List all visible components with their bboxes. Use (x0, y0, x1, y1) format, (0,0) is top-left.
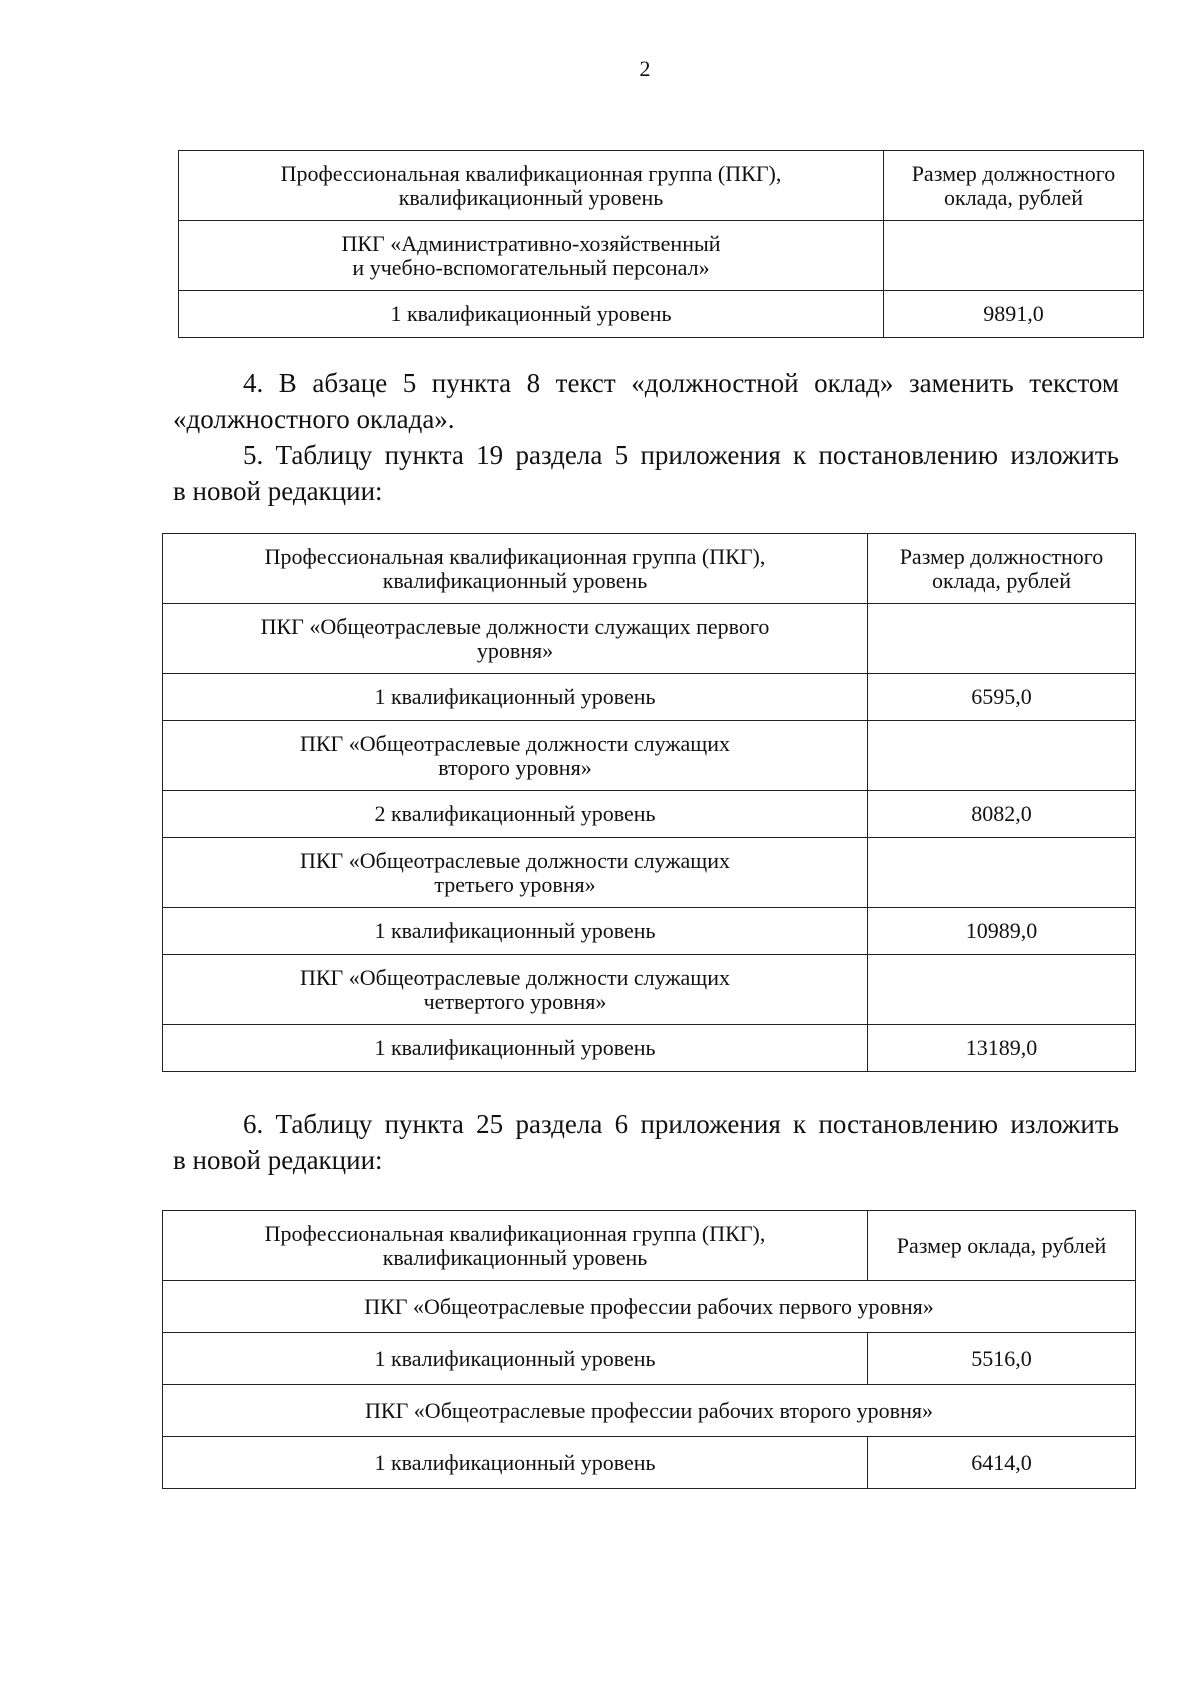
table-header-row (179, 151, 1144, 221)
table-row (163, 1281, 1136, 1333)
group-line: ПКГ «Общеотраслевые должности служащих первого (260, 613, 770, 639)
header-line: Размер должностного (911, 160, 1116, 186)
group-name-cell (163, 955, 868, 1025)
paragraph-line: «должностного оклада». (173, 404, 455, 434)
table-row (163, 674, 1136, 721)
value-cell: 8082,0 (868, 791, 1136, 838)
table-row (163, 1385, 1136, 1437)
paragraph-line (173, 437, 1119, 473)
table-row (163, 721, 1136, 791)
paragraph-6 (173, 1106, 1119, 1178)
value-cell: 6595,0 (868, 674, 1136, 721)
paragraph-text: 6. Таблицу пункта 25 раздела 6 приложения к постановлению изложить (243, 1109, 1119, 1139)
value-cell: 13189,0 (868, 1025, 1136, 1072)
group-line: четвертого уровня» (423, 988, 607, 1014)
header-salary-cell (868, 534, 1136, 604)
level-cell: 1 квалификационный уровень (179, 291, 884, 338)
level-cell: 1 квалификационный уровень (163, 1025, 868, 1072)
group-line: и учебно-вспомогательный персонал» (352, 254, 710, 280)
page-number: 2 (639, 56, 651, 81)
table-row (163, 838, 1136, 908)
level-cell: 1 квалификационный уровень (163, 1437, 868, 1489)
value-cell: 9891,0 (884, 291, 1144, 338)
empty-value-cell (884, 221, 1144, 291)
value-cell: 5516,0 (868, 1333, 1136, 1385)
value-cell: 6414,0 (868, 1437, 1136, 1489)
table-row (163, 791, 1136, 838)
table-row (163, 1025, 1136, 1072)
header-group-cell (163, 534, 868, 604)
table-row (163, 908, 1136, 955)
level-cell: 2 квалификационный уровень (163, 791, 868, 838)
paragraph-text: 4. В абзаце 5 пункта 8 текст «должностной оклад» заменить текстом (243, 368, 1119, 398)
header-line: Профессиональная квалификационная группа (ПКГ), (280, 160, 782, 186)
value-cell: 10989,0 (868, 908, 1136, 955)
group-name-cell (163, 838, 868, 908)
header-salary-cell (884, 151, 1144, 221)
header-line: оклада, рублей (944, 184, 1083, 210)
salary-table-1 (178, 150, 1144, 338)
header-group-cell (163, 1211, 868, 1281)
group-line: ПКГ «Административно-хозяйственный (341, 230, 721, 256)
group-line: ПКГ «Общеотраслевые должности служащих (299, 730, 731, 756)
header-line: квалификационный уровень (398, 184, 664, 210)
salary-table-2 (162, 533, 1136, 1072)
paragraph-text: 5. Таблицу пункта 19 раздела 5 приложения к постановлению изложить (243, 440, 1119, 470)
table-row (179, 221, 1144, 291)
level-cell: 1 квалификационный уровень (163, 908, 868, 955)
empty-value-cell (868, 721, 1136, 791)
table-header-row (163, 1211, 1136, 1281)
group-name-cell (179, 221, 884, 291)
table-row (163, 1437, 1136, 1489)
level-cell: 1 квалификационный уровень (163, 674, 868, 721)
empty-value-cell (868, 604, 1136, 674)
group-name-cell (163, 721, 868, 791)
header-group-cell (179, 151, 884, 221)
paragraph-5 (173, 437, 1119, 509)
table-row (163, 1333, 1136, 1385)
header-salary-cell: Размер оклада, рублей (868, 1211, 1136, 1281)
salary-table-3 (162, 1210, 1136, 1489)
group-name-cell: ПКГ «Общеотраслевые профессии рабочих второго уровня» (163, 1385, 1136, 1437)
header-line: оклада, рублей (932, 567, 1071, 593)
table-row (163, 955, 1136, 1025)
header-line: Размер должностного (899, 543, 1104, 569)
header-line: квалификационный уровень (382, 1244, 648, 1270)
group-line: второго уровня» (438, 754, 592, 780)
table-header-row (163, 534, 1136, 604)
empty-value-cell (868, 838, 1136, 908)
group-name-cell: ПКГ «Общеотраслевые профессии рабочих первого уровня» (163, 1281, 1136, 1333)
paragraph-line (173, 365, 1119, 401)
paragraph-4 (173, 365, 1119, 437)
group-line: третьего уровня» (434, 871, 596, 897)
table-row (179, 291, 1144, 338)
group-line: уровня» (476, 637, 554, 663)
group-line: ПКГ «Общеотраслевые должности служащих (299, 964, 731, 990)
table-row (163, 604, 1136, 674)
paragraph-line (173, 1106, 1119, 1142)
group-line: ПКГ «Общеотраслевые должности служащих (299, 847, 731, 873)
level-cell: 1 квалификационный уровень (163, 1333, 868, 1385)
header-line: Профессиональная квалификационная группа (ПКГ), (264, 543, 766, 569)
group-name-cell (163, 604, 868, 674)
header-line: квалификационный уровень (382, 567, 648, 593)
paragraph-line: в новой редакции: (173, 476, 383, 506)
paragraph-line: в новой редакции: (173, 1145, 383, 1175)
empty-value-cell (868, 955, 1136, 1025)
header-line: Профессиональная квалификационная группа (ПКГ), (264, 1220, 766, 1246)
